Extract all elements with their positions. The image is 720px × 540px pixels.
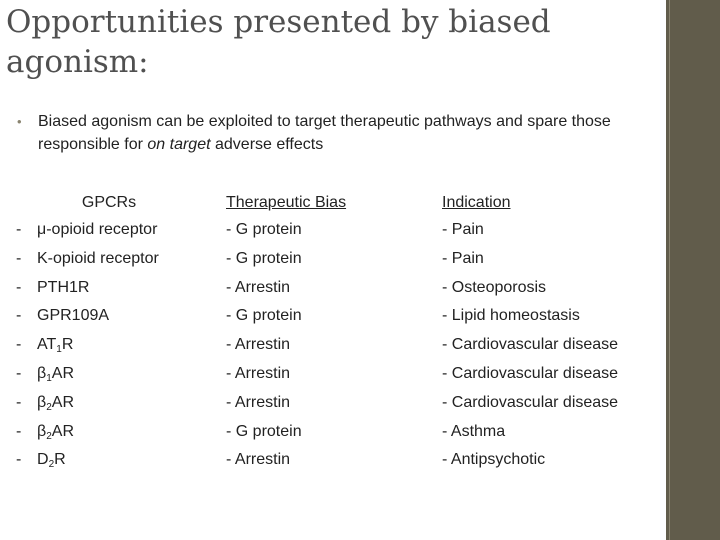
dash-marker: - xyxy=(16,221,22,238)
bullet-point xyxy=(17,110,657,156)
therapeutic-bias-cell: - G protein xyxy=(226,249,302,267)
receptor-suffix: R xyxy=(54,451,66,469)
dash-marker: - xyxy=(16,451,22,469)
dash-marker: - xyxy=(16,364,22,382)
therapeutic-bias-cell: - G protein xyxy=(226,307,302,325)
dash-marker: - xyxy=(16,422,22,440)
indication-cell: - Antipsychotic xyxy=(442,451,546,469)
receptor-name: GPR109A xyxy=(37,307,110,325)
column-therapeutic-bias xyxy=(226,190,426,475)
therapeutic-bias-cell: - G protein xyxy=(226,422,302,440)
slide-title: Opportunities presented by biased agonism: xyxy=(6,4,551,80)
dash-marker: - xyxy=(16,307,22,325)
header-gpcrs: GPCRs xyxy=(81,194,137,211)
receptor-suffix: AR xyxy=(51,422,74,440)
bullet-text-prefix: Biased agonism can be exploited to target therapeutic pathways and spare those responsible for xyxy=(38,113,611,153)
column-gpcrs xyxy=(16,190,206,475)
receptor-name: μ-opioid receptor xyxy=(37,221,158,238)
receptor-name: Κ-opioid receptor xyxy=(37,249,159,267)
gpcr-cell xyxy=(16,302,206,331)
bullet-text-suffix: adverse effects xyxy=(210,136,324,153)
indication-cell: - Cardiovascular disease xyxy=(442,393,619,411)
dash-marker: - xyxy=(16,249,22,267)
receptor-suffix: AR xyxy=(51,393,74,411)
receptor-subscript: 2 xyxy=(46,401,52,413)
therapeutic-bias-cell: - G protein xyxy=(226,221,302,238)
receptor-suffix: R xyxy=(61,336,74,354)
therapeutic-bias-cell: - Arrestin xyxy=(226,364,291,382)
indication-cell: - Asthma xyxy=(442,422,506,440)
bullet-dot-icon: • xyxy=(17,114,22,129)
receptor-subscript: 2 xyxy=(48,459,55,471)
header-therapeutic-bias: Therapeutic Bias xyxy=(226,194,347,211)
slide-sidebar-decoration xyxy=(666,0,720,540)
dash-marker: - xyxy=(16,278,22,296)
therapeutic-bias-cell: - Arrestin xyxy=(226,336,291,354)
receptor-subscript: 2 xyxy=(46,430,52,442)
receptor-name: AT xyxy=(37,336,57,354)
bullet-text-emphasis: on target xyxy=(147,136,211,153)
indication-cell: - Pain xyxy=(442,221,484,238)
indication-cell: - Cardiovascular disease xyxy=(442,336,619,354)
dash-marker: - xyxy=(16,336,22,354)
gpcr-cell xyxy=(16,331,206,360)
receptor-name: β xyxy=(37,393,47,411)
receptor-name: PTH1R xyxy=(37,278,90,296)
column-indication xyxy=(442,190,672,475)
receptor-name: β xyxy=(37,364,47,382)
gpcr-cell xyxy=(16,389,206,418)
gpcr-cell xyxy=(16,360,206,389)
receptor-name: β xyxy=(37,422,47,440)
gpcr-cell xyxy=(16,216,206,245)
indication-cell: - Osteoporosis xyxy=(442,278,547,296)
gpcr-cell xyxy=(16,446,206,475)
receptor-suffix: AR xyxy=(51,364,74,382)
gpcr-cell xyxy=(16,274,206,303)
therapeutic-bias-cell: - Arrestin xyxy=(226,451,291,469)
indication-cell: - Cardiovascular disease xyxy=(442,364,619,382)
receptor-subscript: 1 xyxy=(46,372,52,384)
gpcr-cell xyxy=(16,245,206,274)
indication-cell: - Lipid homeostasis xyxy=(442,307,580,325)
indication-cell: - Pain xyxy=(442,249,484,267)
receptor-name: D xyxy=(37,451,49,469)
bullet-text xyxy=(17,110,657,156)
header-indication: Indication xyxy=(442,194,511,211)
dash-marker: - xyxy=(16,393,22,411)
therapeutic-bias-cell: - Arrestin xyxy=(226,278,291,296)
receptor-subscript: 1 xyxy=(56,344,62,356)
therapeutic-bias-cell: - Arrestin xyxy=(226,393,291,411)
gpcr-cell xyxy=(16,418,206,447)
